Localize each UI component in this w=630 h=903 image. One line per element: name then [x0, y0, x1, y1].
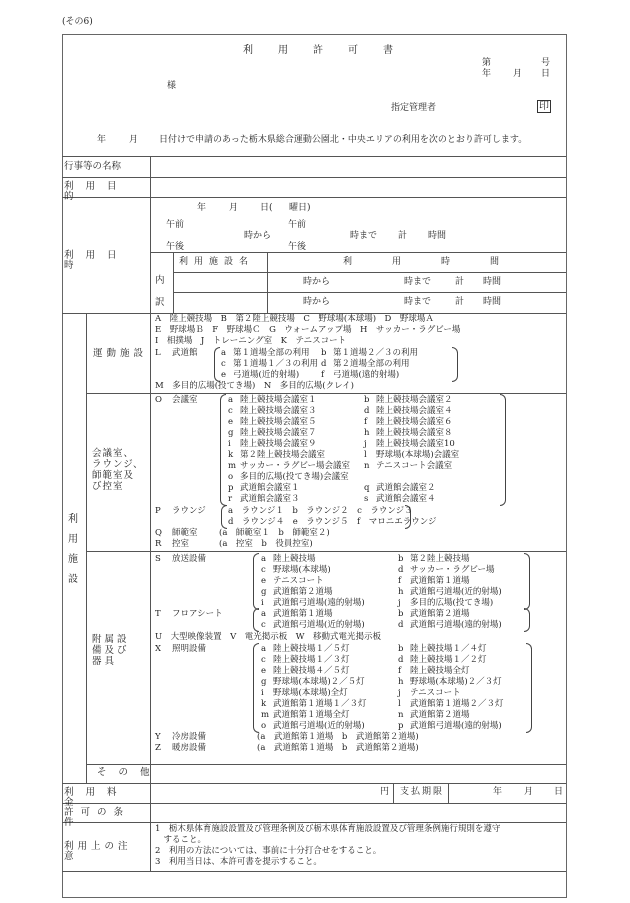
option-item[interactable]: 第１道場全部の利用	[233, 348, 310, 358]
option-letter: c	[261, 620, 266, 630]
lighting-code: X	[155, 644, 162, 654]
fee-label: 利用料金	[64, 787, 129, 808]
rooms-label: 会議室、ラウンジ、師範室及び控室	[92, 448, 144, 492]
heating-name[interactable]: 暖房設備	[172, 743, 207, 753]
option-letter: h	[398, 677, 404, 687]
fee-field[interactable]	[152, 785, 378, 802]
breakdown-until: 時まで	[404, 297, 432, 307]
option-letter: n	[398, 710, 404, 720]
option-item[interactable]: 武道館弓道場(遠的射場)	[410, 721, 502, 731]
meeting-name[interactable]: 会議室	[172, 395, 198, 405]
instructor-name[interactable]: 師範室	[172, 528, 198, 538]
option-item[interactable]: テニスコート会議室	[376, 461, 453, 471]
option-item[interactable]: 第１道場１／３の利用	[233, 359, 319, 369]
option-letter: i	[261, 598, 264, 608]
deadline-month: 月	[524, 787, 534, 797]
equipment-label: 附属設備及び器具	[92, 634, 130, 667]
instructor-code: Q	[155, 528, 162, 538]
option-letter: l	[364, 450, 367, 460]
option-item[interactable]: 武道館会議室１	[240, 483, 300, 493]
waiting-name[interactable]: 控室	[172, 539, 190, 549]
use-date-year: 年	[197, 203, 207, 213]
breakdown-facility-field[interactable]	[175, 294, 266, 312]
option-letter: c	[221, 359, 226, 369]
bracket-left	[253, 553, 259, 610]
option-letter: b	[398, 644, 404, 654]
seal-mark: 印	[539, 101, 549, 112]
option-letter: o	[261, 721, 267, 731]
issuer-label: 指定管理者	[391, 103, 437, 113]
option-letter: d	[364, 406, 370, 416]
use-date-weekday: 曜日)	[289, 203, 311, 213]
option-item[interactable]: 武道館第１道場	[273, 609, 333, 619]
permit-statement: 日付けで申請のあった栃木県総合運動公園北・中央エリアの利用を次のとおり許可します。	[159, 135, 528, 145]
option-letter: i	[261, 688, 264, 698]
breakdown-total: 計	[455, 297, 465, 307]
option-letter: a	[261, 644, 267, 654]
waiting-detail[interactable]: (a 控室 b 役員控室)	[219, 539, 313, 549]
note-line: 2 利用の方法については、事前に十分打合せをすること。	[155, 846, 382, 856]
option-item[interactable]: 陸上競技場会議室９	[240, 439, 317, 449]
datetime-label: 利用日時	[64, 250, 129, 271]
option-item[interactable]: 陸上競技場会議室７	[240, 428, 317, 438]
option-letter: d	[398, 655, 404, 665]
bracket-right	[526, 643, 532, 733]
option-letter: m	[228, 461, 237, 471]
bracket-left	[221, 505, 227, 529]
option-item[interactable]: 陸上競技場会議室４	[376, 406, 453, 416]
option-item[interactable]: 武道館弓道場(近的射場)	[273, 620, 365, 630]
lounge-option-line[interactable]: a ラウンジ１ b ラウンジ２ c ラウンジ３	[228, 506, 413, 516]
option-item[interactable]: 武道館第１道場１／３灯	[273, 699, 367, 709]
statement-year: 年	[97, 135, 107, 145]
lounge-name[interactable]: ラウンジ	[172, 506, 206, 516]
conditions-label: 許可の条件	[64, 807, 131, 828]
option-item[interactable]: 第１道場２／３の利用	[333, 348, 419, 358]
instructor-detail[interactable]: (a 師範室１ b 師範室２)	[219, 528, 330, 538]
note-line: すること。	[155, 835, 207, 845]
cooling-code: Y	[155, 732, 161, 742]
facilities-label: 利用施設	[68, 514, 78, 585]
option-item[interactable]: 野球場(本球場)会議室	[376, 450, 460, 460]
option-item[interactable]: 陸上競技場１／２灯	[410, 655, 487, 665]
option-letter: e	[261, 576, 267, 586]
budokan-name[interactable]: 武道館	[172, 348, 198, 358]
option-letter: d	[321, 359, 327, 369]
breakdown-facility-header: 利用施設名	[179, 257, 255, 267]
floorsheet-name[interactable]: フロアシート	[172, 609, 223, 619]
option-letter: j	[398, 688, 401, 698]
option-letter: a	[261, 609, 267, 619]
option-item[interactable]: 陸上競技場会議室10	[376, 439, 455, 449]
floorsheet-code: T	[155, 609, 161, 619]
bracket-right	[524, 553, 530, 610]
sports-line[interactable]: A 陸上競技場 B 第２陸上競技場 C 野球場(本球場) D 野球場Ａ	[155, 314, 434, 324]
option-item[interactable]: 陸上競技場	[273, 554, 316, 564]
deadline-day: 日	[554, 787, 564, 797]
waiting-code: R	[155, 539, 162, 549]
option-letter: j	[364, 439, 367, 449]
uvw-line[interactable]: U 大型映像装置 V 電光掲示板 W 移動式電光掲示板	[155, 632, 382, 642]
option-item[interactable]: 弓道場(近的射場)	[233, 370, 300, 380]
option-item[interactable]: 陸上競技場会議室１	[240, 395, 317, 405]
option-letter: g	[261, 587, 267, 597]
breakdown-from: 時から	[303, 297, 331, 307]
option-letter: j	[398, 598, 401, 608]
bracket-left	[253, 608, 259, 632]
sports-line[interactable]: I 相撲場 J トレーニング室 K テニスコート	[155, 336, 347, 346]
end-pm: 午後	[288, 242, 307, 252]
number-prefix: 第	[482, 58, 492, 68]
lounge-code: P	[155, 506, 161, 516]
option-letter: n	[364, 461, 370, 471]
title-char: 用	[278, 45, 288, 56]
meeting-code: O	[155, 395, 162, 405]
option-letter: a	[228, 395, 234, 405]
option-letter: f	[364, 417, 368, 427]
option-letter: e	[228, 417, 234, 427]
title-char: 可	[348, 45, 358, 56]
option-item[interactable]: テニスコート	[410, 688, 461, 698]
event-name-field[interactable]	[152, 158, 564, 176]
breakdown-facility-field[interactable]	[175, 274, 266, 291]
option-item[interactable]: 武道館第２道場	[410, 710, 470, 720]
other-label: その他	[97, 767, 162, 778]
option-letter: c	[261, 565, 266, 575]
document-title	[243, 46, 393, 56]
breakdown-label: 内訳	[155, 275, 165, 308]
option-letter: i	[228, 439, 231, 449]
option-letter: k	[228, 450, 234, 460]
option-item[interactable]: 武道館会議室２	[376, 483, 436, 493]
bracket-left	[214, 347, 220, 382]
option-item[interactable]: 陸上競技場１／３灯	[273, 655, 350, 665]
start-pm: 午後	[166, 242, 185, 252]
option-letter: s	[364, 494, 369, 504]
option-item[interactable]: 陸上競技場会議室６	[376, 417, 453, 427]
option-letter: k	[261, 699, 267, 709]
bracket-right	[524, 608, 530, 632]
option-item[interactable]: サッカー・ラグビー場	[410, 565, 495, 575]
hours-label: 時間	[428, 231, 447, 241]
option-item[interactable]: 武道館弓道場(遠的射場)	[273, 598, 365, 608]
bracket-right	[500, 394, 506, 506]
lighting-name[interactable]: 照明設備	[172, 644, 207, 654]
breakdown-time-header: 利用時間	[343, 257, 540, 267]
start-from: 時から	[244, 231, 272, 241]
option-letter: p	[398, 721, 404, 731]
option-item[interactable]: テニスコート	[273, 576, 324, 586]
statement-month: 月	[129, 135, 139, 145]
option-item[interactable]: 武道館弓道場(近的射場)	[410, 587, 502, 597]
note-line: 1 栃木県体育施設設置及び管理条例及び栃木県体育施設設置及び管理条例施行規則を遵守	[155, 824, 501, 834]
option-letter: b	[321, 348, 327, 358]
option-item[interactable]: 野球場(本球場)全灯	[273, 688, 348, 698]
option-letter: h	[364, 428, 370, 438]
option-letter: c	[261, 655, 266, 665]
option-item[interactable]: 武道館会議室３	[240, 494, 300, 504]
end-am: 午前	[288, 220, 307, 230]
option-item[interactable]: 陸上競技場会議室８	[376, 428, 453, 438]
heating-detail[interactable]: (a 武道館第１道場 b 武道館第２道場)	[257, 743, 419, 753]
cooling-name[interactable]: 冷房設備	[172, 732, 207, 742]
cooling-detail[interactable]: (a 武道館第１道場 b 武道館第２道場)	[257, 732, 419, 742]
option-item[interactable]: 弓道場(遠的射場)	[333, 370, 400, 380]
option-item[interactable]: 陸上競技場全灯	[410, 666, 470, 676]
option-item[interactable]: 陸上競技場会議室３	[240, 406, 317, 416]
option-item[interactable]: 陸上競技場１／５灯	[273, 644, 350, 654]
option-letter: g	[228, 428, 234, 438]
purpose-label: 利用目的	[64, 181, 129, 202]
breakdown-until: 時まで	[404, 277, 432, 287]
fee-currency: 円	[380, 787, 390, 797]
notes-label: 利用上の注意	[64, 841, 132, 862]
sports-line[interactable]: E 野球場Ｂ F 野球場Ｃ G ウォームアップ場 H サッカー・ラグビー場	[155, 325, 461, 335]
sports-line[interactable]: M 多目的広場(投てき場) N 多目的広場(クレイ)	[155, 381, 354, 391]
lounge-option-line[interactable]: d ラウンジ４ e ラウンジ５ f マロニエラウンジ	[228, 517, 437, 527]
option-letter: b	[398, 554, 404, 564]
title-char: 利	[243, 45, 253, 56]
option-letter: g	[261, 677, 267, 687]
form-number: (その6)	[62, 17, 93, 27]
date-day: 日	[541, 69, 551, 79]
option-letter: a	[261, 554, 267, 564]
option-letter: r	[228, 494, 233, 504]
option-item[interactable]: 陸上競技場４／５灯	[273, 666, 350, 676]
deadline-year: 年	[493, 787, 503, 797]
option-letter: b	[364, 395, 370, 405]
bracket-left	[253, 643, 259, 733]
option-item[interactable]: 武道館弓道場(遠的射場)	[410, 620, 502, 630]
option-letter: p	[228, 483, 234, 493]
option-letter: d	[398, 565, 404, 575]
option-letter: q	[364, 483, 370, 493]
sports-facilities-label: 運動施設	[93, 348, 148, 359]
option-item[interactable]: 野球場(本球場)	[273, 565, 331, 575]
option-item[interactable]: 多目的広場(投てき場)	[410, 598, 494, 608]
title-char: 許	[313, 45, 323, 56]
option-item[interactable]: 武道館第１道場全灯	[273, 710, 350, 720]
option-item[interactable]: 野球場(本球場)２／５灯	[273, 677, 365, 687]
option-item[interactable]: 武道館第２道場	[273, 587, 333, 597]
option-letter: o	[228, 472, 234, 482]
start-am: 午前	[166, 220, 185, 230]
bracket-left	[220, 394, 226, 506]
option-item[interactable]: サッカー・ラグビー場会議室	[240, 461, 350, 471]
option-item[interactable]: 武道館弓道場(近的射場)	[273, 721, 365, 731]
other-field[interactable]	[152, 766, 564, 782]
addressee-suffix: 様	[167, 81, 177, 91]
use-date-month: 月	[229, 203, 239, 213]
option-item[interactable]: 陸上競技場会議室２	[376, 395, 453, 405]
option-letter: f	[398, 576, 402, 586]
option-item[interactable]: 多目的広場(投てき場)会議室	[240, 472, 349, 482]
option-item[interactable]: 第２道場全部の利用	[333, 359, 410, 369]
option-letter: d	[398, 620, 404, 630]
date-year: 年	[482, 69, 492, 79]
purpose-field[interactable]	[152, 179, 564, 196]
option-letter: f	[398, 666, 402, 676]
option-item[interactable]: 野球場(本球場)２／３灯	[410, 677, 502, 687]
breakdown-total: 計	[455, 277, 465, 287]
breakdown-hours: 時間	[483, 277, 502, 287]
option-letter: l	[398, 699, 401, 709]
heating-code: Z	[155, 743, 161, 753]
option-item[interactable]: 武道館会議室４	[376, 494, 436, 504]
event-name-label: 行事等の名称	[64, 161, 122, 172]
option-letter: e	[221, 370, 227, 380]
option-letter: m	[261, 710, 270, 720]
option-item[interactable]: 第２陸上競技場会議室	[240, 450, 326, 460]
breakdown-from: 時から	[303, 277, 331, 287]
option-letter: a	[221, 348, 227, 358]
conditions-field[interactable]	[152, 805, 564, 821]
number-suffix: 号	[541, 58, 551, 68]
option-letter: b	[398, 609, 404, 619]
option-item[interactable]: 武道館第１道場	[410, 576, 470, 586]
breakdown-hours: 時間	[483, 297, 502, 307]
option-item[interactable]: 武道館第２道場	[410, 609, 470, 619]
date-month: 月	[513, 69, 523, 79]
total-label: 計	[398, 231, 408, 241]
note-line: 3 利用当日は、本許可書を提示すること。	[155, 857, 322, 867]
option-letter: e	[261, 666, 267, 676]
broadcast-name[interactable]: 放送設備	[172, 554, 207, 564]
option-item[interactable]: 武道館第１道場２／３灯	[410, 699, 504, 709]
bracket-right	[452, 347, 458, 382]
end-until: 時まで	[350, 231, 378, 241]
option-item[interactable]: 第２陸上競技場	[410, 554, 470, 564]
option-item[interactable]: 陸上競技場１／４灯	[410, 644, 487, 654]
broadcast-code: S	[155, 554, 161, 564]
budokan-code: L	[155, 348, 161, 358]
option-letter: f	[321, 370, 325, 380]
use-date-day: 日(	[260, 203, 273, 213]
option-letter: h	[398, 587, 404, 597]
option-letter: c	[228, 406, 233, 416]
title-char: 書	[383, 45, 393, 56]
option-item[interactable]: 陸上競技場会議室５	[240, 417, 317, 427]
deadline-label: 支払期限	[400, 787, 445, 797]
